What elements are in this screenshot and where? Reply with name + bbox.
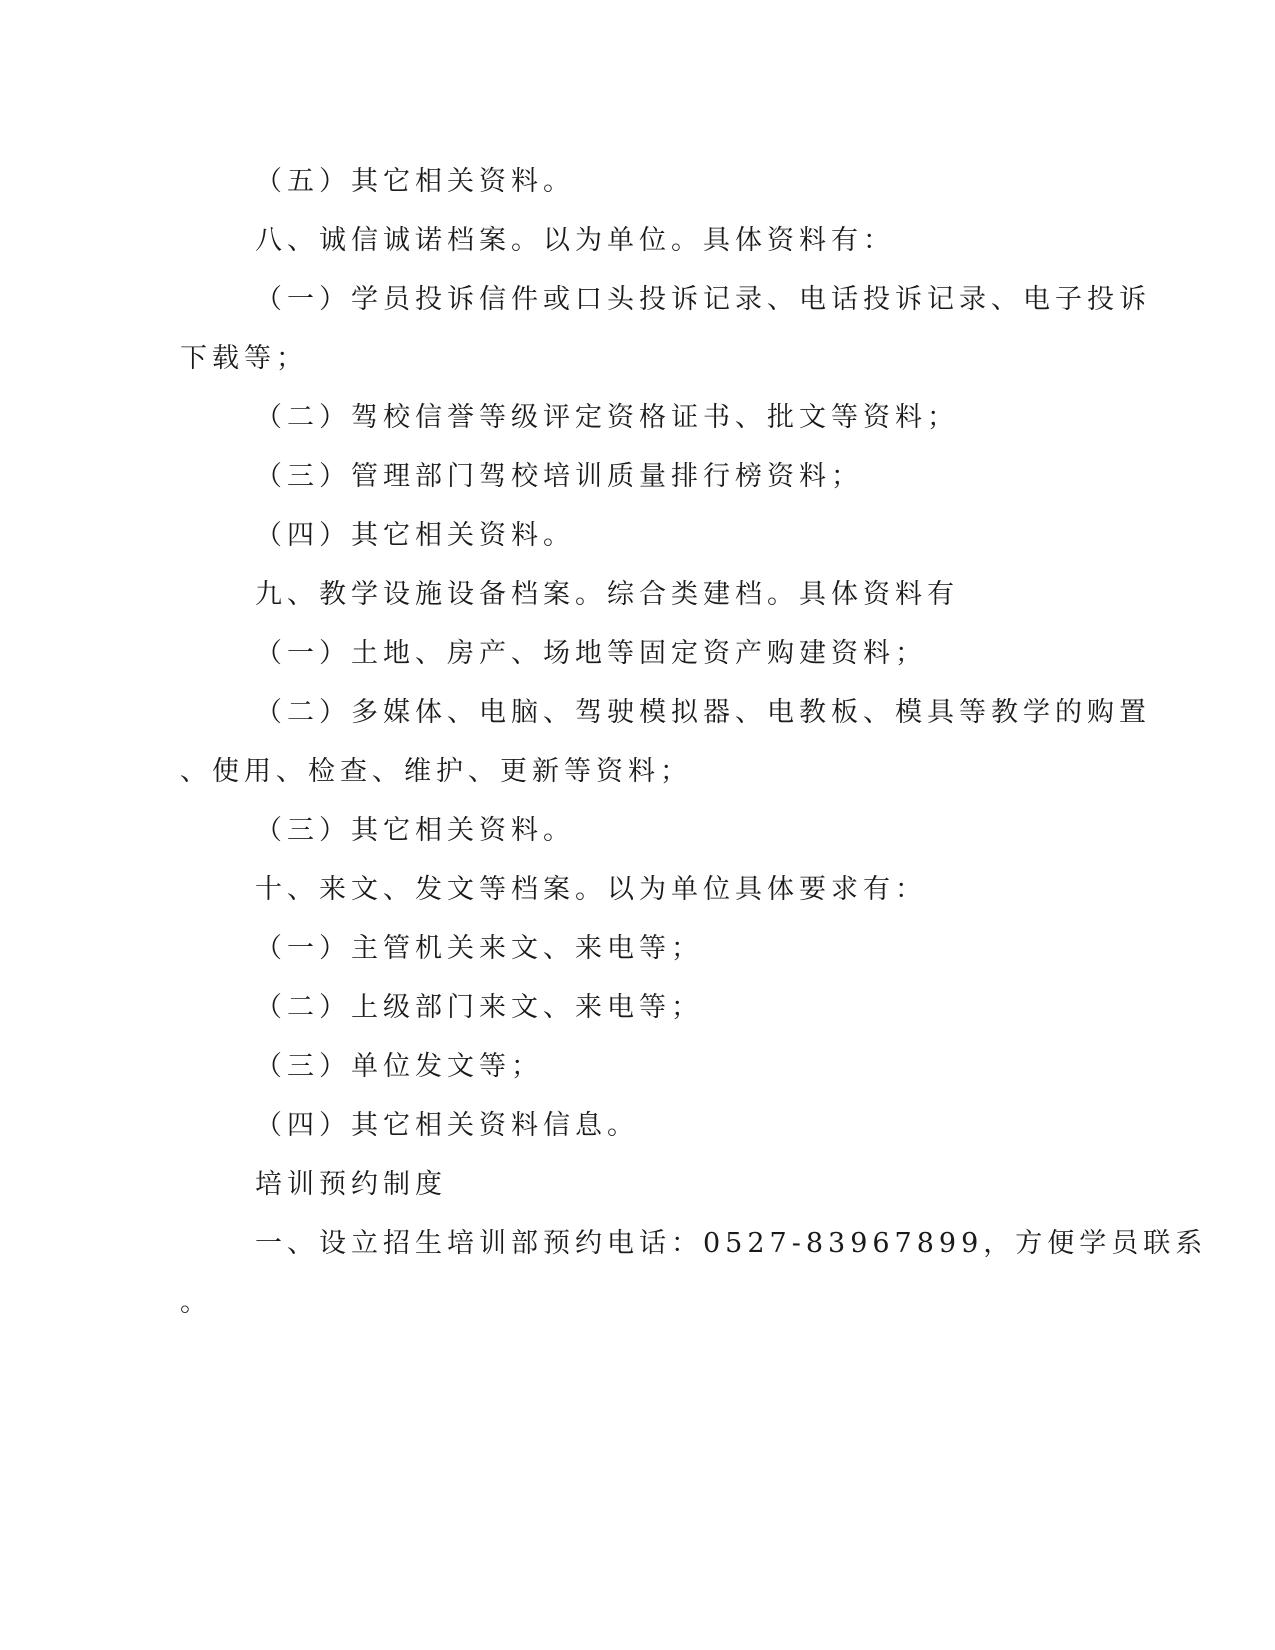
section-9-item-1: （一）土地、房产、场地等固定资产购建资料； [255,638,927,669]
section-8-item-1: （一）学员投诉信件或口头投诉记录、电话投诉记录、电子投诉 [255,284,1151,315]
section-10-item-1: （一）主管机关来文、来电等； [255,933,703,964]
section-8-item-3: （三）管理部门驾校培训质量排行榜资料； [255,461,863,492]
section-8-item-4: （四）其它相关资料。 [255,520,575,551]
section-8-item-2: （二）驾校信誉等级评定资格证书、批文等资料； [255,402,959,433]
section-8-item-1-continued: 下载等； [180,343,308,374]
reservation-item-1: 一、设立招生培训部预约电话：0527-83967899，方便学员联系 [255,1228,1208,1259]
reservation-item-1-continued: 。 [180,1287,212,1318]
section-9-heading: 九、教学设施设备档案。综合类建档。具体资料有 [255,579,959,610]
section-9-item-2: （二）多媒体、电脑、驾驶模拟器、电教板、模具等教学的购置 [255,697,1151,728]
section-8-heading: 八、诚信诚诺档案。以为单位。具体资料有： [255,225,895,256]
section-10-heading: 十、来文、发文等档案。以为单位具体要求有： [255,874,927,905]
training-reservation-title: 培训预约制度 [255,1169,447,1200]
section-10-item-4: （四）其它相关资料信息。 [255,1110,639,1141]
item-5-other-materials: （五）其它相关资料。 [255,166,575,197]
section-10-item-2: （二）上级部门来文、来电等； [255,992,703,1023]
section-9-item-2-continued: 、使用、检查、维护、更新等资料； [180,756,692,787]
section-9-item-3: （三）其它相关资料。 [255,815,575,846]
section-10-item-3: （三）单位发文等； [255,1051,543,1082]
